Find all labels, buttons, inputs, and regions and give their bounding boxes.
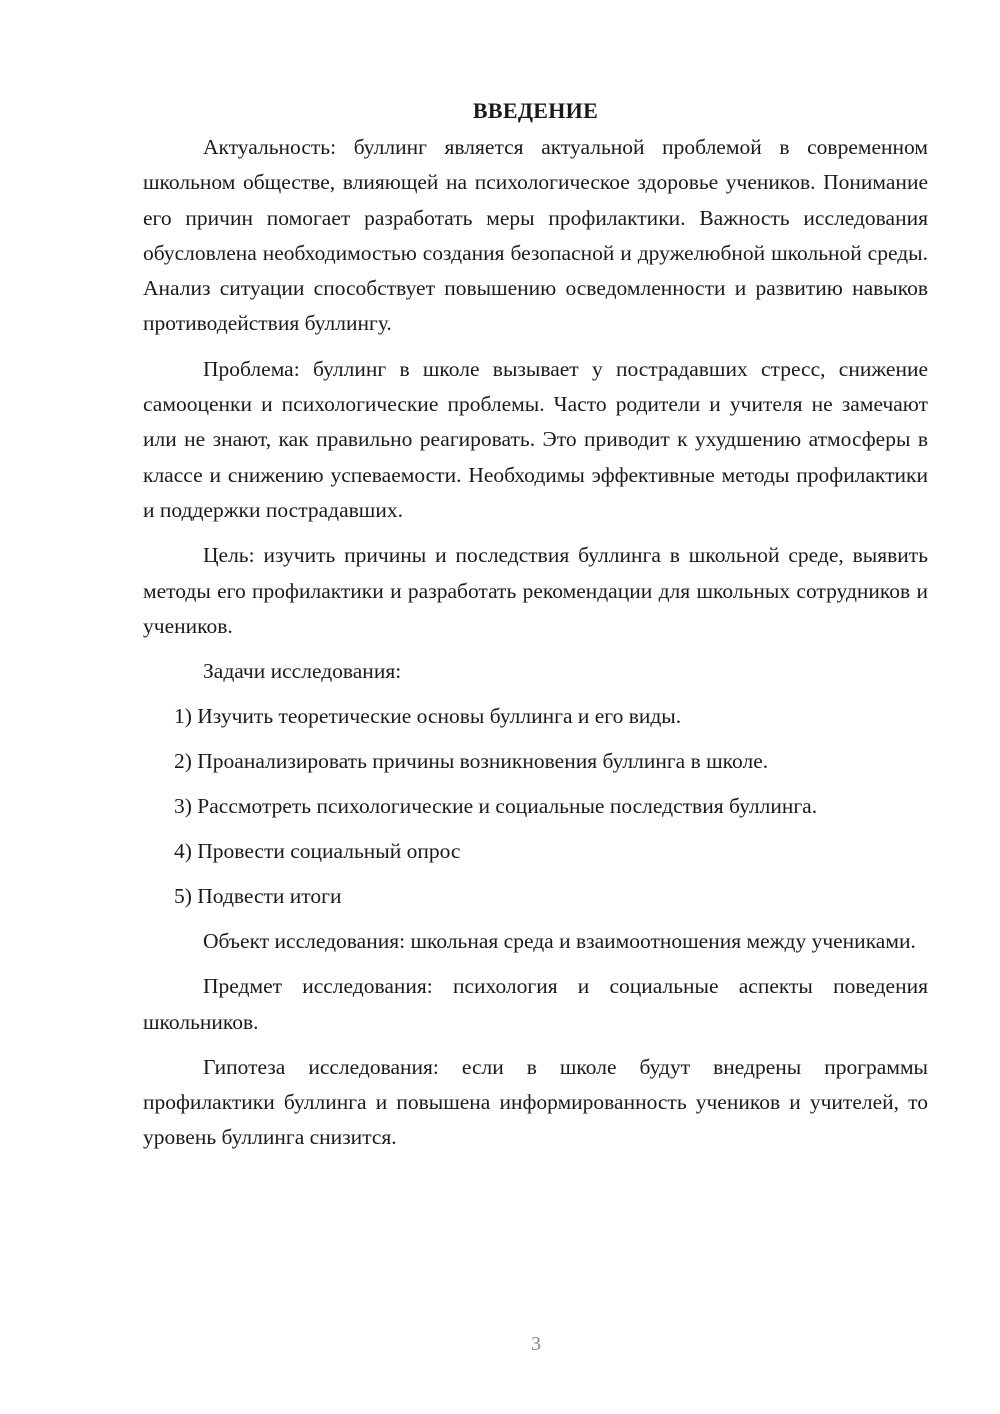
paragraph-goal: Цель: изучить причины и последствия буллинга в школьной среде, выявить методы его профилактики и разработать рекомендации для школьных сотрудников и учеников. [143, 543, 928, 638]
task-item: 3) Рассмотреть психологические и социальные последствия буллинга. [174, 794, 818, 819]
paragraph-hypothesis: Гипотеза исследования: если в школе будут внедрены программы профилактики буллинга и повышена информированность учеников и учителей, то уровень буллинга снизится. [143, 1054, 928, 1150]
task-list [143, 699, 928, 913]
task-item: 5) Подвести итоги [174, 883, 342, 908]
paragraph-relevance: Актуальность: буллинг является актуальной проблемой в современном школьном обществе, влияющей на психологическое здоровье учеников. Понимание его причин помогает разработать меры профилактики. Важность исследования обусловлена необходимостью создания безопасной и дружелюбной школьной среды. Анализ ситуации способствует повышению осведомленности и развитию навыков противодействия буллингу. [143, 135, 928, 336]
task-item: 1) Изучить теоретические основы буллинга и его виды. [174, 704, 682, 729]
document-body [143, 96, 928, 1166]
page-title: ВВЕДЕНИЕ [472, 98, 599, 123]
paragraph-object: Объект исследования: школьная среда и взаимоотношения между учениками. [203, 928, 916, 953]
tasks-heading: Задачи исследования: [203, 659, 402, 684]
task-item: 4) Провести социальный опрос [174, 838, 461, 863]
paragraph-problem: Проблема: буллинг в школе вызывает у пострадавших стресс, снижение самооценки и психологические проблемы. Часто родители и учителя не замечают или не знают, как правильно реагировать. Это приводит к ухудшению атмосферы в классе и снижению успеваемости. Необходимы эффективные методы профилактики и поддержки пострадавших. [143, 356, 928, 522]
task-item: 2) Проанализировать причины возникновения буллинга в школе. [174, 749, 769, 774]
paragraph-subject: Предмет исследования: психология и социальные аспекты поведения школьников. [143, 974, 928, 1034]
page-number: 3 [531, 1333, 541, 1355]
